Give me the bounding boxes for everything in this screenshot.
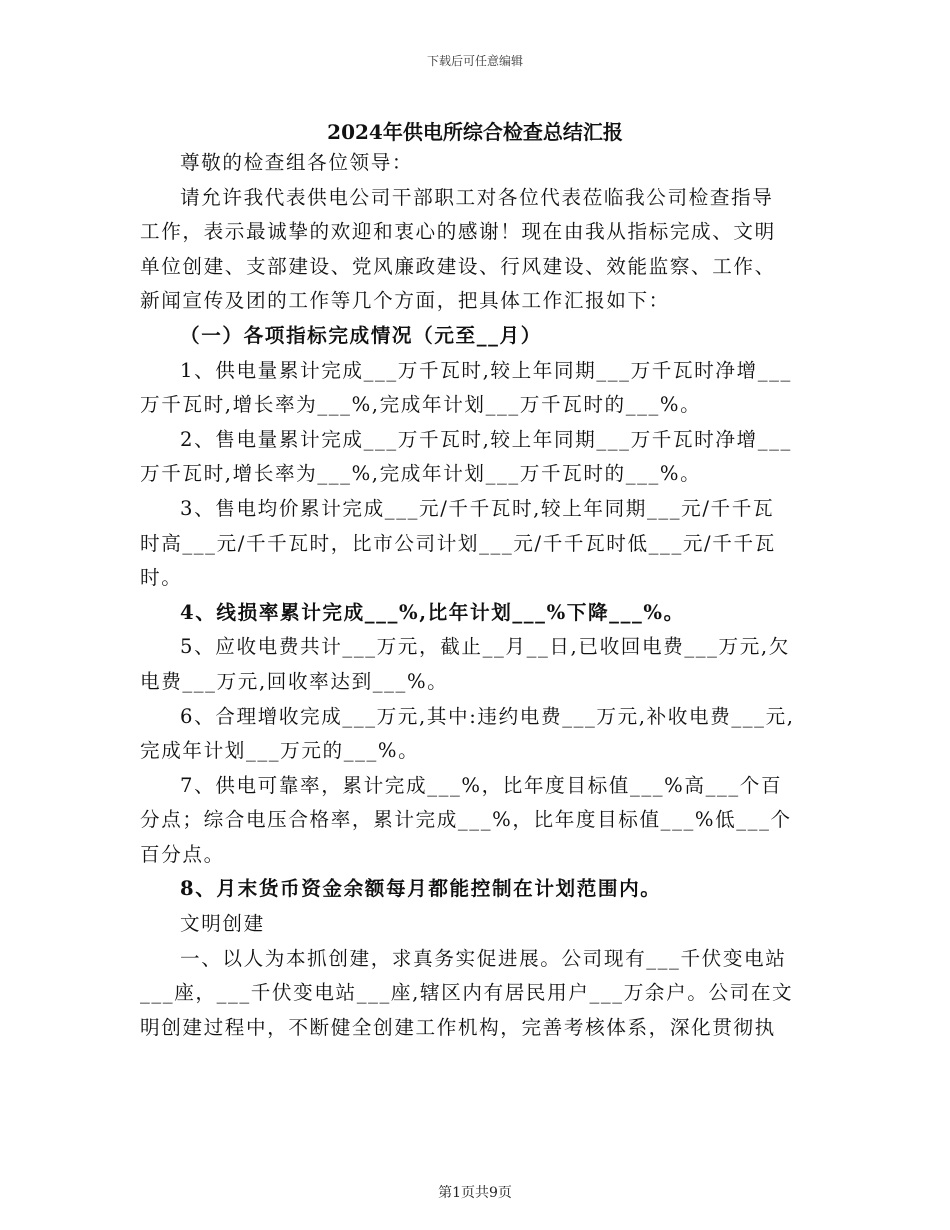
paragraph-line: 电费___万元,回收率达到___%。 xyxy=(140,669,449,693)
paragraph-line: 新闻宣传及团的工作等几个方面，把具体工作汇报如下： xyxy=(140,289,670,313)
paragraph-line: ___座，___千伏变电站___座,辖区内有居民用户___万余户。公司在文 xyxy=(140,981,794,1005)
salutation: 尊敬的检查组各位领导： xyxy=(180,151,414,174)
paragraph-line: 时。 xyxy=(140,566,183,590)
bold-paragraph-line: 4、线损率累计完成___%,比年计划___%下降___%。 xyxy=(180,600,685,624)
paragraph-line: 百分点。 xyxy=(140,842,225,866)
paragraph-line: 7、供电可靠率，累计完成___%，比年度目标值___%高___个百 xyxy=(180,773,783,797)
paragraph-line: 2、售电量累计完成___万千瓦时,较上年同期___万千瓦时净增___ xyxy=(180,427,792,451)
paragraph-line: 5、应收电费共计___万元，截止__月__日,已收回电费___万元,欠 xyxy=(180,635,790,659)
paragraph-line: 请允许我代表供电公司干部职工对各位代表莅临我公司检查指导 xyxy=(180,185,774,209)
section-heading: （一）各项指标完成情况（元至__月） xyxy=(180,323,542,347)
subsection-heading: 文明创建 xyxy=(180,912,265,936)
page-footer: 第1页共9页 xyxy=(438,1185,512,1201)
paragraph-line: 明创建过程中，不断健全创建工作机构，完善考核体系，深化贯彻执 xyxy=(140,1015,776,1039)
paragraph-line: 一、以人为本抓创建，求真务实促进展。公司现有___千伏变电站 xyxy=(180,946,787,970)
paragraph-line: 1、供电量累计完成___万千瓦时,较上年同期___万千瓦时净增___ xyxy=(180,358,792,382)
paragraph-line: 万千瓦时,增长率为___%,完成年计划___万千瓦时的___%。 xyxy=(140,393,702,417)
paragraph-line: 3、售电均价累计完成___元/千千瓦时,较上年同期___元/千千瓦 xyxy=(180,496,775,520)
page-header: 下载后可任意编辑 xyxy=(426,54,523,68)
document-body xyxy=(140,146,815,1045)
paragraph-line: 时高___元/千千瓦时，比市公司计划___元/千千瓦时低___元/千千瓦 xyxy=(140,531,776,555)
paragraph-line: 单位创建、支部建设、党风廉政建设、行风建设、效能监察、工作、 xyxy=(140,254,776,278)
bold-paragraph-line: 8、月末货币资金余额每月都能控制在计划范围内。 xyxy=(180,877,662,901)
paragraph-line: 工作，表示最诚挚的欢迎和衷心的感谢！现在由我从指标完成、文明 xyxy=(140,220,776,244)
paragraph-line: 万千瓦时,增长率为___%,完成年计划___万千瓦时的___%。 xyxy=(140,462,702,486)
paragraph-line: 6、合理增收完成___万元,其中:违约电费___万元,补收电费___元, xyxy=(180,704,795,728)
paragraph-line: 完成年计划___万元的___%。 xyxy=(140,739,420,763)
document-title: 2024年供电所综合检查总结汇报 xyxy=(327,120,623,144)
paragraph-line: 分点；综合电压合格率，累计完成___%，比年度目标值___%低___个 xyxy=(140,808,792,832)
